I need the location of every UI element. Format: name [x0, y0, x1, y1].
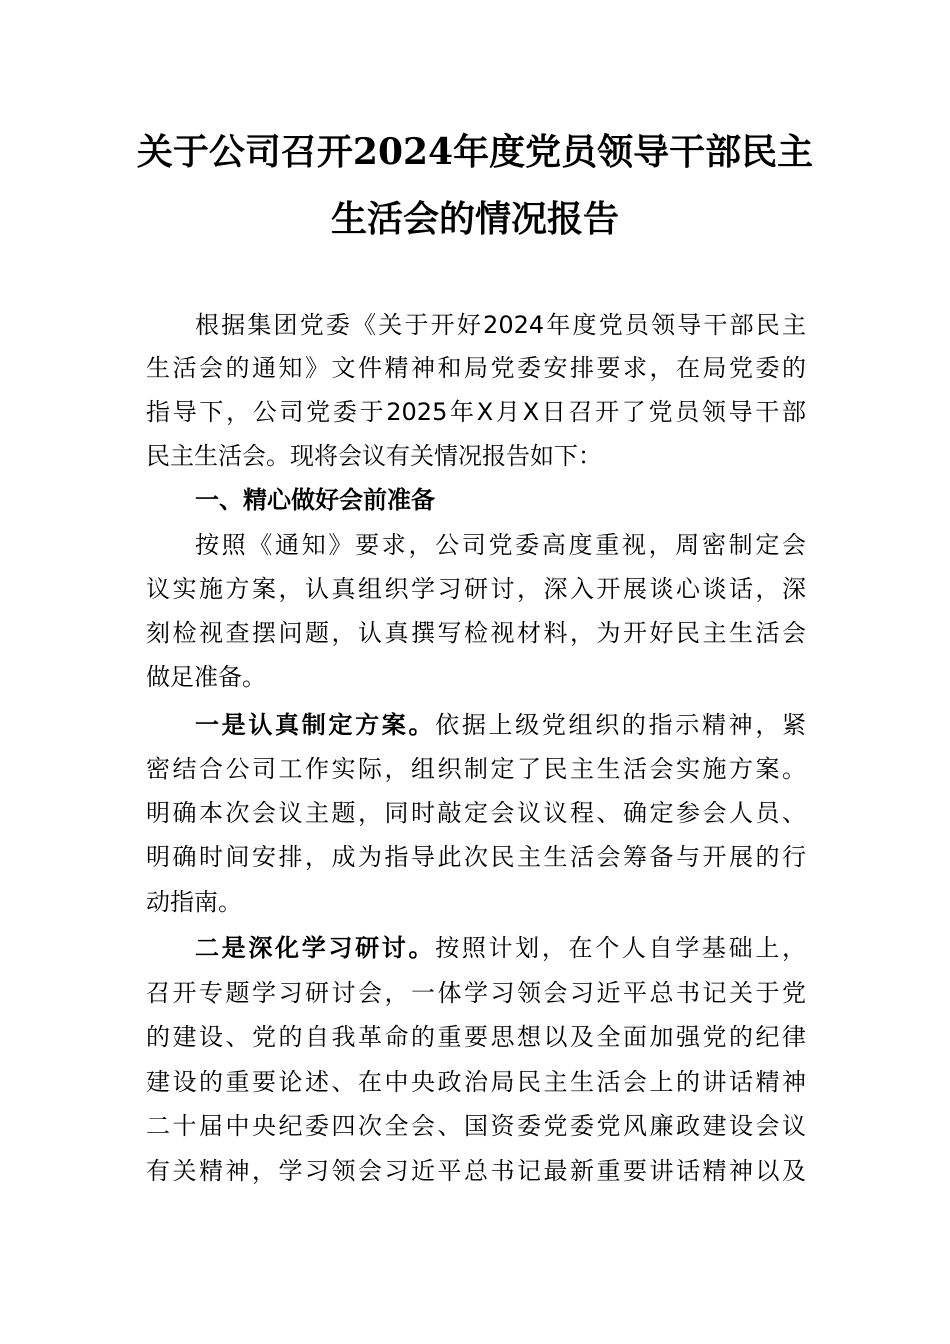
paragraph-line: 的建设、党的自我革命的重要思想以及全面加强党的纪律 — [146, 1023, 806, 1051]
document-title-line-2: 生活会的情况报告 — [330, 198, 619, 240]
paragraph-lead: 一是认真制定方案。 — [195, 711, 436, 739]
paragraph-line: 动指南。 — [146, 888, 242, 916]
paragraph-line-text: 按照计划，在个人自学基础上， — [435, 934, 807, 962]
paragraph-line: 密结合公司工作实际，组织制定了民主生活会实施方案。 — [146, 755, 806, 783]
paragraph-line: 二十届中央纪委四次全会、国资委党委党风廉政建设会议 — [146, 1112, 806, 1140]
paragraph-line: 有关精神，学习领会习近平总书记最新重要讲话精神以及 — [146, 1157, 806, 1185]
paragraph-line: 议实施方案，认真组织学习研讨，深入开展谈心谈话，深 — [146, 575, 806, 603]
paragraph-line-text: 依据上级党组织的指示精神，紧 — [435, 711, 807, 739]
section-heading: 一、精心做好会前准备 — [195, 486, 435, 514]
paragraph-line: 刻检视查摆问题，认真撰写检视材料，为开好民主生活会 — [146, 619, 806, 647]
paragraph-line: 建设的重要论述、在中央政治局民主生活会上的讲话精神 — [146, 1068, 806, 1096]
paragraph-line: 明确时间安排，成为指导此次民主生活会筹备与开展的行 — [146, 843, 806, 871]
paragraph-line: 民主生活会。现将会议有关情况报告如下： — [146, 442, 602, 470]
paragraph-line: 明确本次会议主题，同时敲定会议议程、确定参会人员、 — [146, 799, 806, 827]
document-title-line-1: 关于公司召开2024年度党员领导干部民主 — [136, 131, 814, 173]
paragraph-line — [195, 933, 806, 963]
paragraph-line: 按照《通知》要求，公司党委高度重视，周密制定会 — [195, 531, 806, 559]
paragraph-line: 做足准备。 — [146, 663, 266, 691]
paragraph-line — [195, 710, 806, 740]
paragraph-line: 指导下，公司党委于2025年X月X日召开了党员领导干部 — [146, 398, 806, 426]
paragraph-line: 召开专题学习研讨会，一体学习领会习近平总书记关于党 — [146, 979, 806, 1007]
paragraph-lead: 二是深化学习研讨。 — [195, 934, 436, 962]
paragraph-line: 生活会的通知》文件精神和局党委安排要求，在局党委的 — [146, 354, 806, 382]
paragraph-line: 根据集团党委《关于开好2024年度党员领导干部民主 — [195, 311, 806, 339]
